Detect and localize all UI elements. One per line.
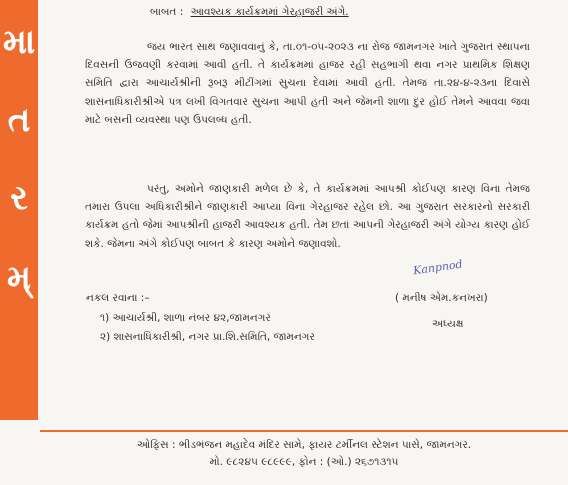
footer-phone-line: મો. ૯૮૨૪૫ ૯૮૯૯૯, ફોન : (ઓ.) ૨૬૭૧૩૧૫ [209,456,399,468]
copy-item: ૧) આચાર્યશ્રી, શાળા નંબર ૪૨,જામનગર [100,312,271,324]
sidebar-char-3: ર [10,178,28,218]
footer-office-line: ઓફિસ : ભીડભંજન મહાદેવ મંદિર સામે, ફાયર ટર્મીનલ સ્ટેશન પાસે, જામનગર. [136,439,472,451]
footer-divider [40,430,568,432]
sidebar-banner [0,0,38,420]
signatory-title: અધ્યક્ષ [432,318,464,330]
paragraph-2-text: પરંતુ, અમોને જાણકારી મળેલ છે કે, તે કાર્યક્રમમાં આપશ્રી કોઈપણ કારણ વિના તેમજ તમારા ઉપલા અધિકારીશ્રીને જાણકારી આપ્યા વિના ગેરહાજર રહેલ છો. આ ગુજરાત સરકારનો સરકારી કાર્યક્રમ હતો જેમાં આપશ્રીની હાજરી આવશ્યક હતી. તેમ છતાં આપની ગેરહાજરી અંગે યોગ્ય કારણ હોઈ શકે. જેમના અંગે કોઈપણ બાબત કે કારણ અમોને જણાવશો. [85,183,530,250]
handwritten-signature: Kanpnod [412,257,464,278]
signatory-name: ( મનીષ એમ.કનખરા) [395,292,488,304]
sidebar-char-1: મા [2,22,36,62]
sidebar-char-4: મ્ [6,258,31,298]
footer-address [40,437,568,471]
sidebar-char-2: ત [7,100,31,140]
copy-item: ૨) શાસનાધિકારીશ્રી, નગર પ્રા.શિ.સમિતિ, જામનગર [100,331,315,343]
subject-text: આવશ્યક કાર્યક્રમમાં ગેરહાજરી અંગે. [190,6,349,18]
paragraph-1-text: જય ભારત સાથ જણાવવાનું કે, તા.૦૧-૦૫-૨૦૨૩ ના રોજ જામનગર ખાતે ગુજરાત સ્થાપના દિવસની ઉજવણી કરવામાં આવી હતી. તે કાર્યક્રમમાં હાજર રહી સહભાગી થવા નગર પ્રાથમિક શિક્ષણ સમિતિ દ્વારા આચાર્યશ્રીની રૂબરૂ મીટીંગમાં સુચના દેવામાં આવી હતી. તેમજ તા.૨૪-૪-૨૩ના દિવાસે શાસનાધિકારીશ્રીએ પત્ર લખી વિગતવાર સુચના આપી હતી અને જેમની શાળા દુર હોઈ તેમને આવવા જવા માટે બસની વ્યવસ્થા પણ ઉપલબ્ધ હતી. [85,41,530,126]
subject-prefix: બાબત : [150,6,184,18]
subject-line [150,6,450,19]
copy-to-label: નકલ રવાના :– [86,292,150,304]
paragraph-2 [85,180,530,253]
paragraph-1 [85,38,530,129]
